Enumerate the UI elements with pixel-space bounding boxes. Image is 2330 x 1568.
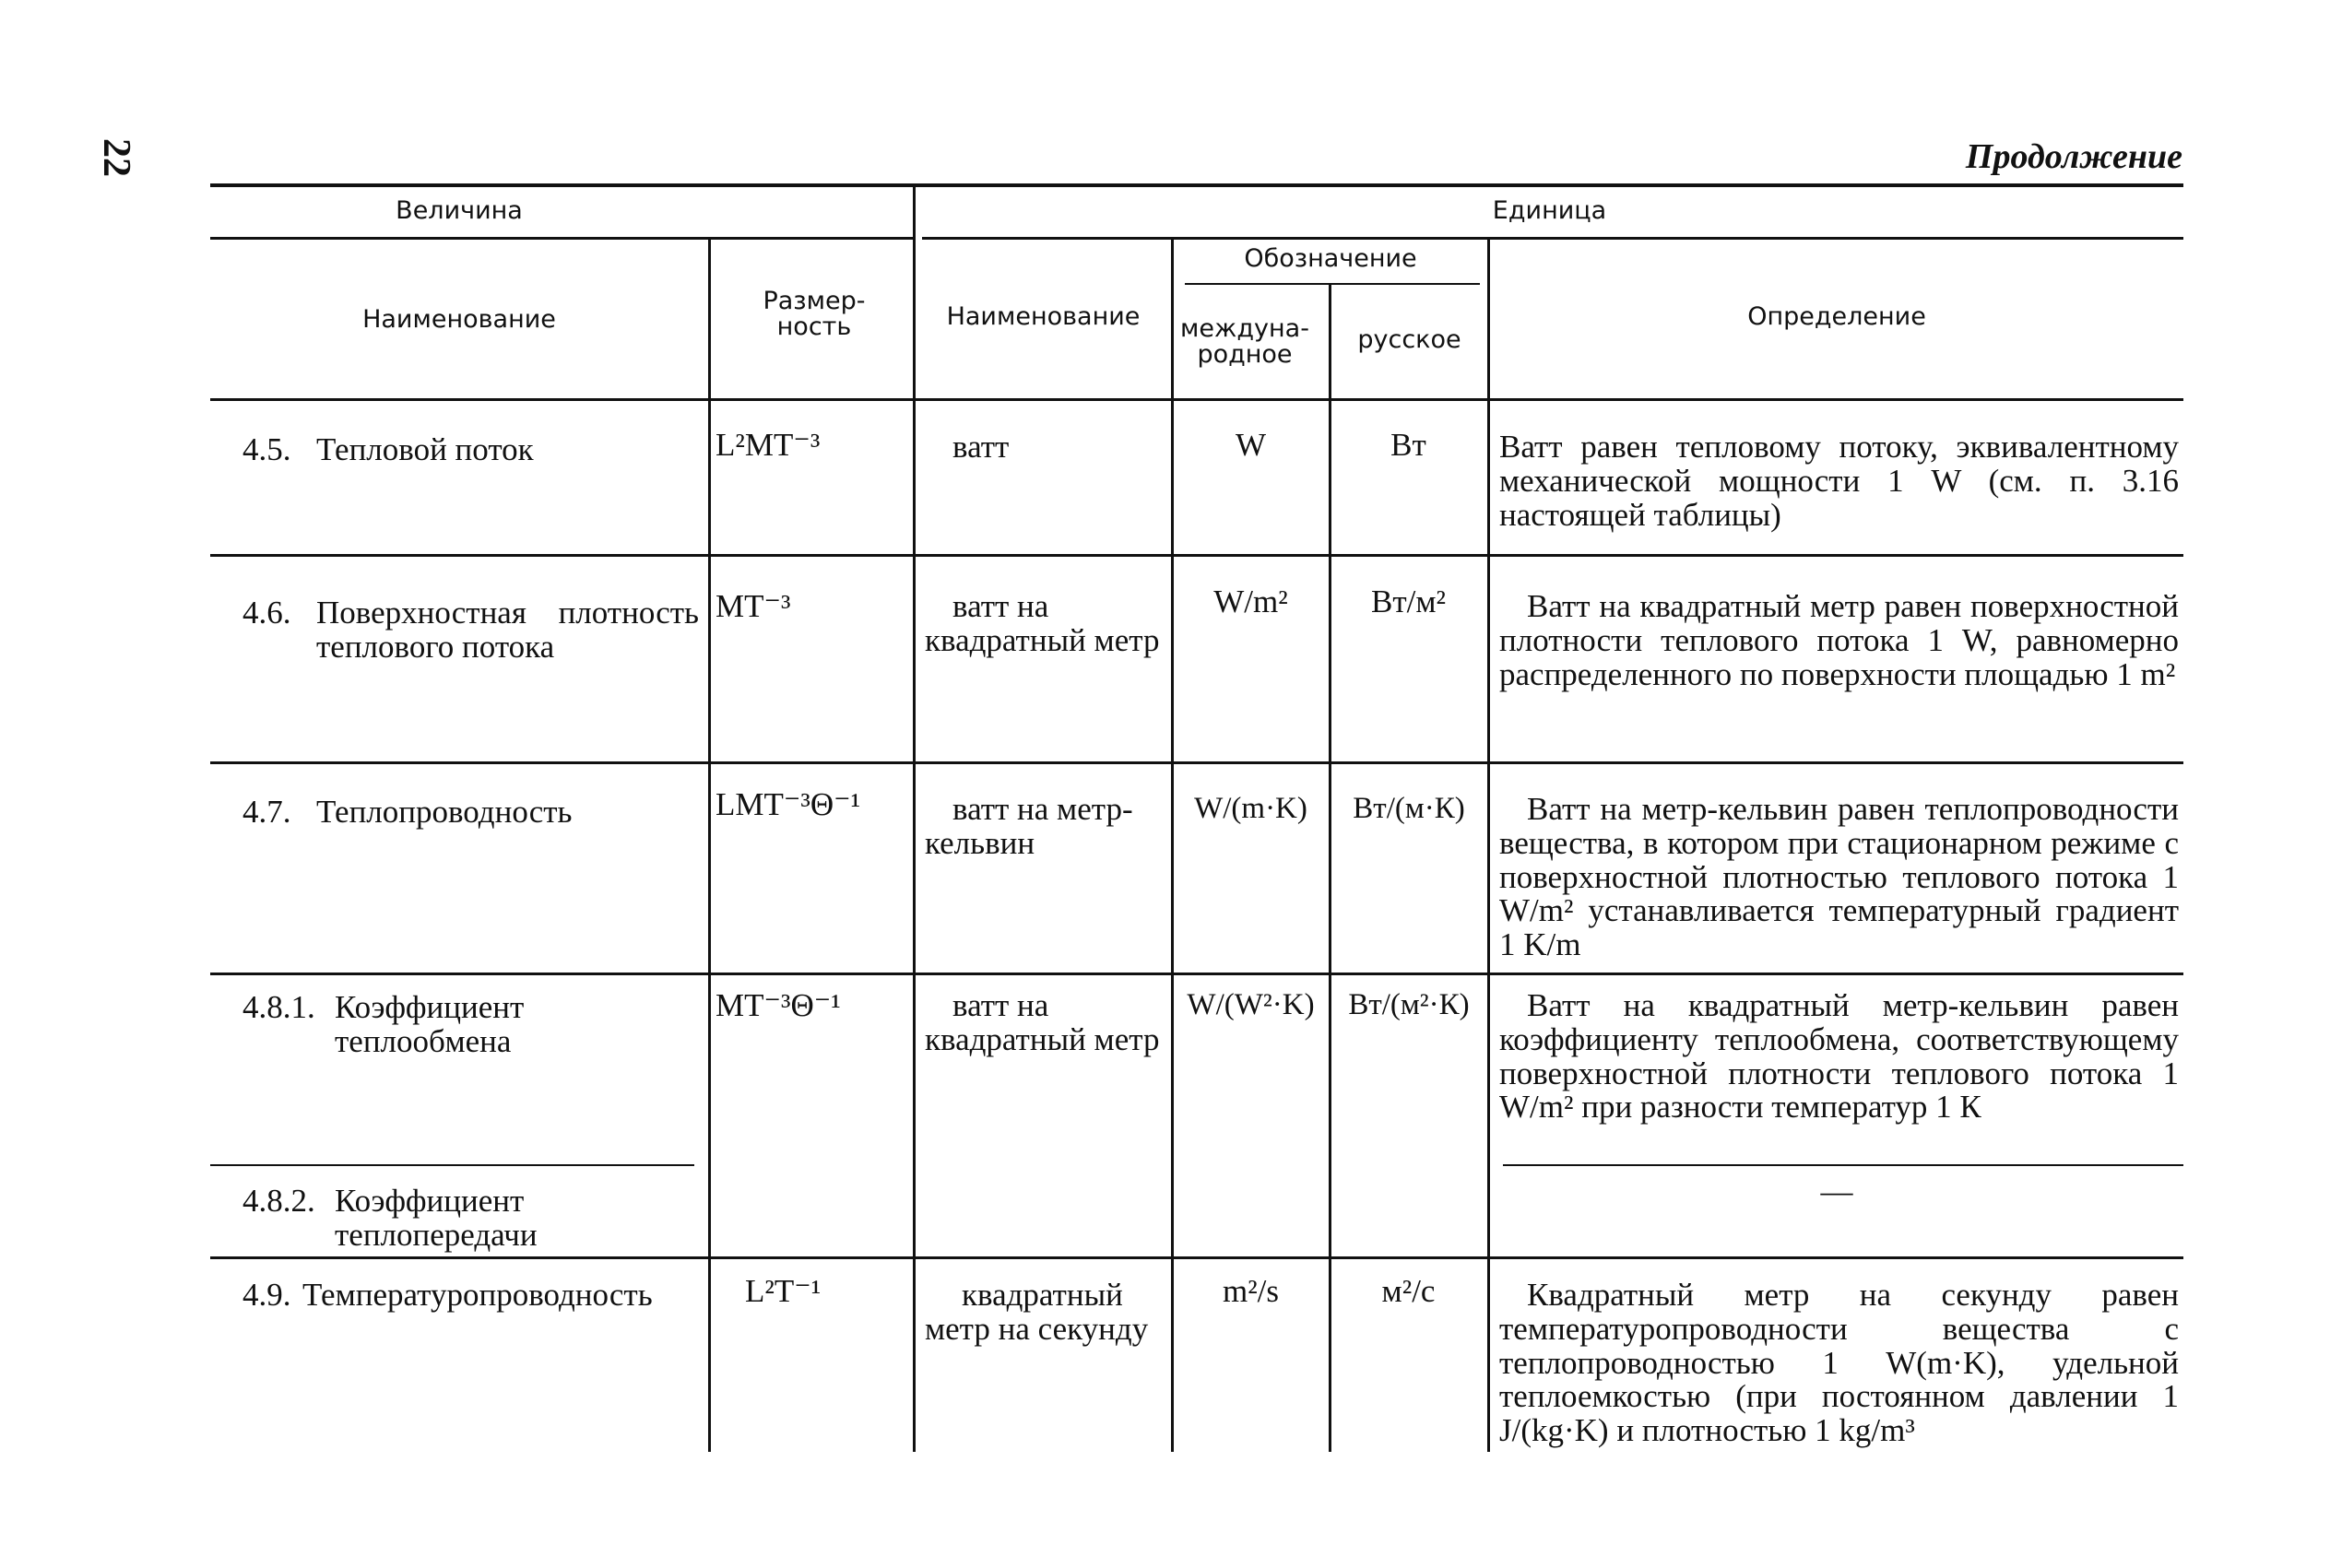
row-4-6-definition: Ватт на квадратный метр равен поверхностной плотности теплового потока 1 W, равномерно распределенного по поверхности площадью 1 m²	[1499, 588, 2179, 692]
quantities-table	[210, 180, 2183, 1452]
row-4-7-russian: Вт/(м·К)	[1353, 792, 1465, 825]
header-international: междуна-родное	[1180, 314, 1309, 370]
row-4-7-definition: Ватт на метр-кельвин равен теплопроводности вещества, в котором при стационарном режиме с поверхностной плотностью теплового потока 1 W/m² устанавливается температурный градиент 1 K/m	[1499, 791, 2179, 962]
row-4-5-definition: Ватт равен тепловому потоку, эквивалентному механической мощности 1 W (см. п. 3.16 настоящей таблицы)	[1499, 429, 2179, 533]
col-rule-russian	[1329, 283, 1331, 1452]
sub-row-rule-left	[210, 1164, 694, 1166]
row-4-8-1-dimension: MT⁻³Θ⁻¹	[716, 987, 841, 1023]
col-rule-definition	[1487, 237, 1490, 1452]
row-rule-4	[210, 1256, 2183, 1259]
row-4-8-2-definition: —	[1820, 1173, 1853, 1209]
row-4-8-1-name: Коэффициент теплообмена	[335, 989, 525, 1059]
header-unit: Единица	[1492, 196, 1607, 225]
row-4-5-unit: ватт	[952, 429, 1010, 465]
row-4-5-dimension: L²MT⁻³	[716, 427, 821, 463]
header-bottom-rule	[210, 398, 2183, 401]
row-4-7-name: Теплопроводность	[316, 794, 573, 830]
row-4-7-international: W/(m·K)	[1194, 792, 1307, 825]
row-4-9-name: Температуропроводность	[302, 1277, 653, 1313]
row-4-7-number: 4.7.	[242, 794, 291, 830]
page-number: 22	[95, 138, 137, 177]
row-4-8-1-definition: Ватт на квадратный метр-кельвин равен коэффициенту теплообмена, соответствующему поверхностной плотности теплового потока 1 W/m² при разности температур 1 К	[1499, 987, 2179, 1126]
row-4-8-1-russian: Вт/(м²·К)	[1348, 988, 1470, 1021]
unit-header-rule	[922, 237, 2183, 240]
row-4-9-unit: квадратный метр на секунду	[925, 1277, 1149, 1347]
quantity-header-rule	[210, 237, 913, 240]
sub-row-rule-right	[1503, 1164, 2183, 1166]
row-4-6-name: Поверхностная плотность теплового потока	[316, 595, 699, 665]
row-4-6-russian: Вт/м²	[1370, 584, 1446, 619]
row-rule-1	[210, 554, 2183, 557]
row-4-8-2-number: 4.8.2.	[242, 1183, 315, 1219]
row-4-8-1-unit: ватт на квадратный метр	[925, 987, 1160, 1057]
row-4-7-dimension: LMT⁻³Θ⁻¹	[716, 786, 861, 822]
row-rule-2	[210, 761, 2183, 764]
row-4-8-1-international: W/(W²·K)	[1187, 988, 1315, 1021]
row-4-8-2-name: Коэффициент теплопередачи	[335, 1183, 538, 1253]
row-4-9-international: m²/s	[1222, 1273, 1280, 1309]
top-rule	[210, 183, 2183, 187]
row-4-5-number: 4.5.	[242, 431, 291, 467]
row-4-5-russian: Вт	[1390, 427, 1426, 463]
row-4-5-name: Тепловой поток	[316, 431, 534, 467]
row-4-8-1-number: 4.8.1.	[242, 989, 315, 1025]
col-rule-dimension	[708, 237, 711, 1452]
row-4-6-dimension: MT⁻³	[716, 588, 791, 624]
row-4-9-number: 4.9.	[242, 1277, 291, 1313]
row-4-5-international: W	[1235, 427, 1267, 463]
header-russian: русское	[1357, 325, 1461, 354]
row-4-6-unit: ватт на квадратный метр	[925, 588, 1160, 658]
row-4-9-dimension: L²T⁻¹	[745, 1273, 822, 1309]
header-designation: Обозначение	[1244, 244, 1417, 273]
row-4-9-definition: Квадратный метр на секунду равен температуропроводности вещества с теплопроводностью 1 W(m·K), удельной теплоемкостью (при постоянном давлении 1 J/(kg·K) и плотностью 1 kg/m³	[1499, 1277, 2179, 1448]
row-4-6-number: 4.6.	[242, 595, 291, 631]
row-4-6-international: W/m²	[1213, 584, 1288, 619]
col-rule-international	[1171, 237, 1174, 1452]
designation-rule	[1185, 283, 1480, 285]
header-definition: Определение	[1747, 302, 1926, 331]
row-4-7-unit: ватт на метр-кельвин	[925, 791, 1133, 861]
row-rule-3	[210, 973, 2183, 975]
continuation-label: Продолжение	[1965, 137, 2182, 176]
header-unit-name: Наименование	[946, 302, 1141, 331]
header-dimension: Размер-ность	[763, 287, 866, 342]
row-4-9-russian: м²/с	[1381, 1273, 1436, 1309]
header-quantity: Величина	[396, 196, 523, 225]
col-rule-unit	[913, 183, 916, 1452]
header-name: Наименование	[362, 305, 556, 334]
